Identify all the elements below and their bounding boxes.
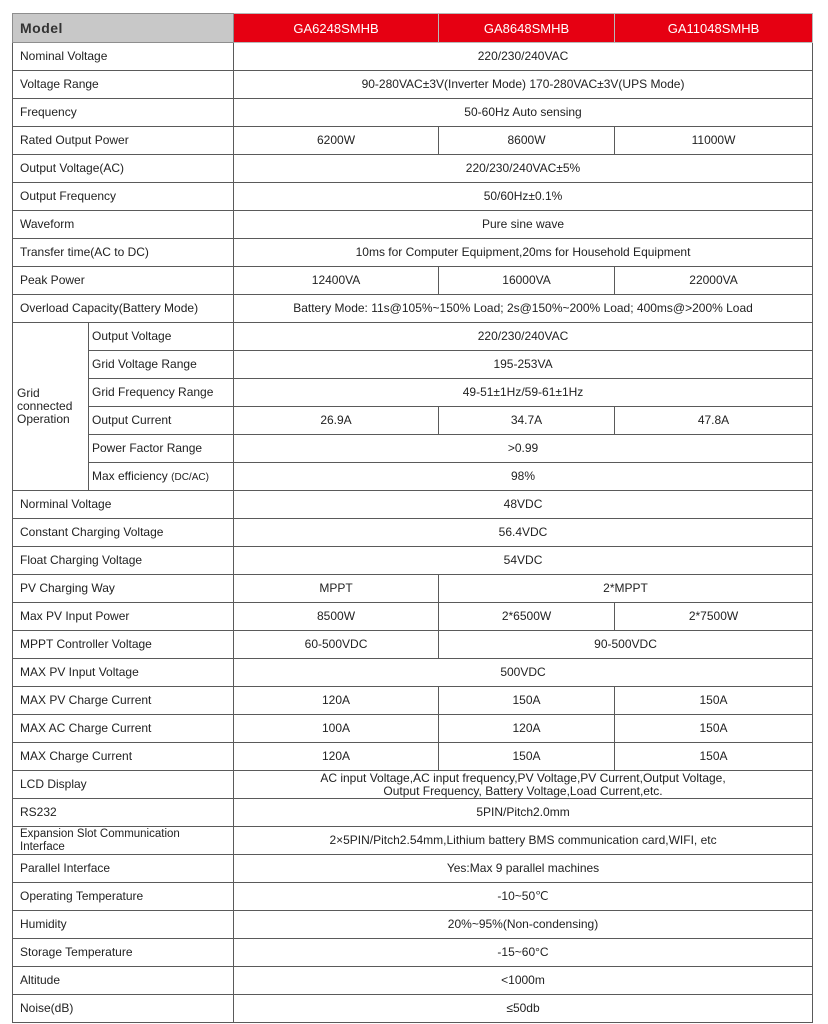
row-waveform	[13, 211, 813, 239]
row-grid-frequency-range	[13, 379, 813, 407]
row-label: Float Charging Voltage	[13, 547, 234, 575]
row-value: 56.4VDC	[234, 519, 813, 547]
row-value: 47.8A	[615, 407, 813, 435]
lcd-display-line: Output Frequency, Battery Voltage,Load Current,etc.	[383, 783, 663, 798]
row-label: Noise(dB)	[13, 995, 234, 1023]
row-value: 22000VA	[615, 267, 813, 295]
row-label: Output Current	[89, 407, 234, 435]
row-mppt-controller-voltage	[13, 631, 813, 659]
row-label: Nominal Voltage	[13, 43, 234, 71]
row-label: MAX PV Charge Current	[13, 687, 234, 715]
row-value: ≤50db	[234, 995, 813, 1023]
row-value: Battery Mode: 11s@105%~150% Load; 2s@150%~200% Load; 400ms@>200% Load	[234, 295, 813, 323]
row-max-ac-charge-current	[13, 715, 813, 743]
row-altitude	[13, 967, 813, 995]
row-value: 6200W	[234, 127, 439, 155]
max-efficiency-label: Max efficiency	[92, 468, 168, 483]
row-value: 16000VA	[439, 267, 615, 295]
row-value: 8500W	[234, 603, 439, 631]
row-value: Pure sine wave	[234, 211, 813, 239]
row-output-frequency	[13, 183, 813, 211]
row-label: Power Factor Range	[89, 435, 234, 463]
model-ga11048smhb: GA11048SMHB	[615, 14, 813, 43]
row-value: -15~60°C	[234, 939, 813, 967]
row-rated-output-power	[13, 127, 813, 155]
row-max-pv-input-voltage	[13, 659, 813, 687]
row-frequency	[13, 99, 813, 127]
row-label: MPPT Controller Voltage	[13, 631, 234, 659]
row-value: 54VDC	[234, 547, 813, 575]
row-value: 100A	[234, 715, 439, 743]
lcd-display-line: AC input Voltage,AC input frequency,PV Voltage,PV Current,Output Voltage,	[320, 770, 726, 785]
row-pv-charging-way	[13, 575, 813, 603]
row-value: 195-253VA	[234, 351, 813, 379]
row-value: 8600W	[439, 127, 615, 155]
row-humidity	[13, 911, 813, 939]
row-max-pv-charge-current	[13, 687, 813, 715]
row-label: Grid Voltage Range	[89, 351, 234, 379]
row-value: 49-51±1Hz/59-61±1Hz	[234, 379, 813, 407]
row-label: Operating Temperature	[13, 883, 234, 911]
row-value: 150A	[615, 687, 813, 715]
row-value: 2*6500W	[439, 603, 615, 631]
row-value: 2*7500W	[615, 603, 813, 631]
row-label: MAX PV Input Voltage	[13, 659, 234, 687]
row-label: Output Frequency	[13, 183, 234, 211]
row-label: Max PV Input Power	[13, 603, 234, 631]
row-value: 20%~95%(Non-condensing)	[234, 911, 813, 939]
row-label: LCD Display	[13, 771, 234, 799]
row-expansion-slot	[13, 827, 813, 855]
row-label: PV Charging Way	[13, 575, 234, 603]
row-value: 50-60Hz Auto sensing	[234, 99, 813, 127]
row-label: RS232	[13, 799, 234, 827]
row-label: Parallel Interface	[13, 855, 234, 883]
row-value: 220/230/240VAC	[234, 43, 813, 71]
row-label: Altitude	[13, 967, 234, 995]
row-value: 26.9A	[234, 407, 439, 435]
row-grid-voltage-range	[13, 351, 813, 379]
row-max-charge-current	[13, 743, 813, 771]
row-grid-power-factor	[13, 435, 813, 463]
expansion-label-line: Expansion Slot Communication	[20, 827, 180, 840]
row-output-voltage-ac	[13, 155, 813, 183]
row-overload-capacity	[13, 295, 813, 323]
row-label: Peak Power	[13, 267, 234, 295]
row-value: 10ms for Computer Equipment,20ms for Household Equipment	[234, 239, 813, 267]
row-value: 98%	[234, 463, 813, 491]
row-constant-charging-voltage	[13, 519, 813, 547]
row-peak-power	[13, 267, 813, 295]
row-value: 150A	[439, 687, 615, 715]
model-ga8648smhb: GA8648SMHB	[439, 14, 615, 43]
row-label: Constant Charging Voltage	[13, 519, 234, 547]
row-label	[13, 827, 234, 855]
row-noise	[13, 995, 813, 1023]
group-label-grid-connected	[13, 323, 89, 491]
row-label: MAX Charge Current	[13, 743, 234, 771]
row-value: >0.99	[234, 435, 813, 463]
row-parallel-interface	[13, 855, 813, 883]
row-value: 34.7A	[439, 407, 615, 435]
row-grid-output-current	[13, 407, 813, 435]
row-lcd-display	[13, 771, 813, 799]
row-voltage-range	[13, 71, 813, 99]
row-value: 500VDC	[234, 659, 813, 687]
row-value: 11000W	[615, 127, 813, 155]
row-label: Output Voltage(AC)	[13, 155, 234, 183]
row-value: 150A	[615, 715, 813, 743]
row-max-pv-input-power	[13, 603, 813, 631]
model-label: Model	[13, 14, 234, 43]
row-label: Norminal Voltage	[13, 491, 234, 519]
row-value: 12400VA	[234, 267, 439, 295]
row-rs232	[13, 799, 813, 827]
row-value: 120A	[234, 743, 439, 771]
row-value: 5PIN/Pitch2.0mm	[234, 799, 813, 827]
group-label-line: connected	[17, 399, 73, 413]
row-grid-output-voltage	[13, 323, 813, 351]
model-ga6248smhb: GA6248SMHB	[234, 14, 439, 43]
row-label: Transfer time(AC to DC)	[13, 239, 234, 267]
row-label	[89, 463, 234, 491]
row-value: 220/230/240VAC	[234, 323, 813, 351]
row-value: 90-500VDC	[439, 631, 813, 659]
row-value: 120A	[439, 715, 615, 743]
row-value: 150A	[439, 743, 615, 771]
row-value: 120A	[234, 687, 439, 715]
row-label: MAX AC Charge Current	[13, 715, 234, 743]
row-transfer-time	[13, 239, 813, 267]
row-value: 150A	[615, 743, 813, 771]
row-label: Storage Temperature	[13, 939, 234, 967]
row-float-charging-voltage	[13, 547, 813, 575]
row-value: 220/230/240VAC±5%	[234, 155, 813, 183]
row-value: MPPT	[234, 575, 439, 603]
row-label: Overload Capacity(Battery Mode)	[13, 295, 234, 323]
row-value: 90-280VAC±3V(Inverter Mode) 170-280VAC±3V(UPS Mode)	[234, 71, 813, 99]
row-label: Waveform	[13, 211, 234, 239]
row-nominal-voltage	[13, 43, 813, 71]
row-label: Grid Frequency Range	[89, 379, 234, 407]
row-label: Humidity	[13, 911, 234, 939]
row-grid-max-efficiency	[13, 463, 813, 491]
row-label: Output Voltage	[89, 323, 234, 351]
spec-table	[12, 13, 813, 1023]
header-row	[13, 14, 813, 43]
row-value: 2*MPPT	[439, 575, 813, 603]
row-norminal-voltage	[13, 491, 813, 519]
row-operating-temperature	[13, 883, 813, 911]
expansion-label-line: Interface	[20, 840, 65, 853]
row-value: <1000m	[234, 967, 813, 995]
row-value	[234, 771, 813, 799]
row-label: Voltage Range	[13, 71, 234, 99]
max-efficiency-suffix: (DC/AC)	[171, 471, 209, 483]
row-value: 2×5PIN/Pitch2.54mm,Lithium battery BMS communication card,WIFI, etc	[234, 827, 813, 855]
row-value: -10~50℃	[234, 883, 813, 911]
row-value: 60-500VDC	[234, 631, 439, 659]
group-label-line: Grid	[17, 386, 40, 400]
row-value: 50/60Hz±0.1%	[234, 183, 813, 211]
row-value: Yes:Max 9 parallel machines	[234, 855, 813, 883]
row-value: 48VDC	[234, 491, 813, 519]
row-storage-temperature	[13, 939, 813, 967]
row-label: Rated Output Power	[13, 127, 234, 155]
group-label-line: Operation	[17, 412, 70, 426]
row-label: Frequency	[13, 99, 234, 127]
